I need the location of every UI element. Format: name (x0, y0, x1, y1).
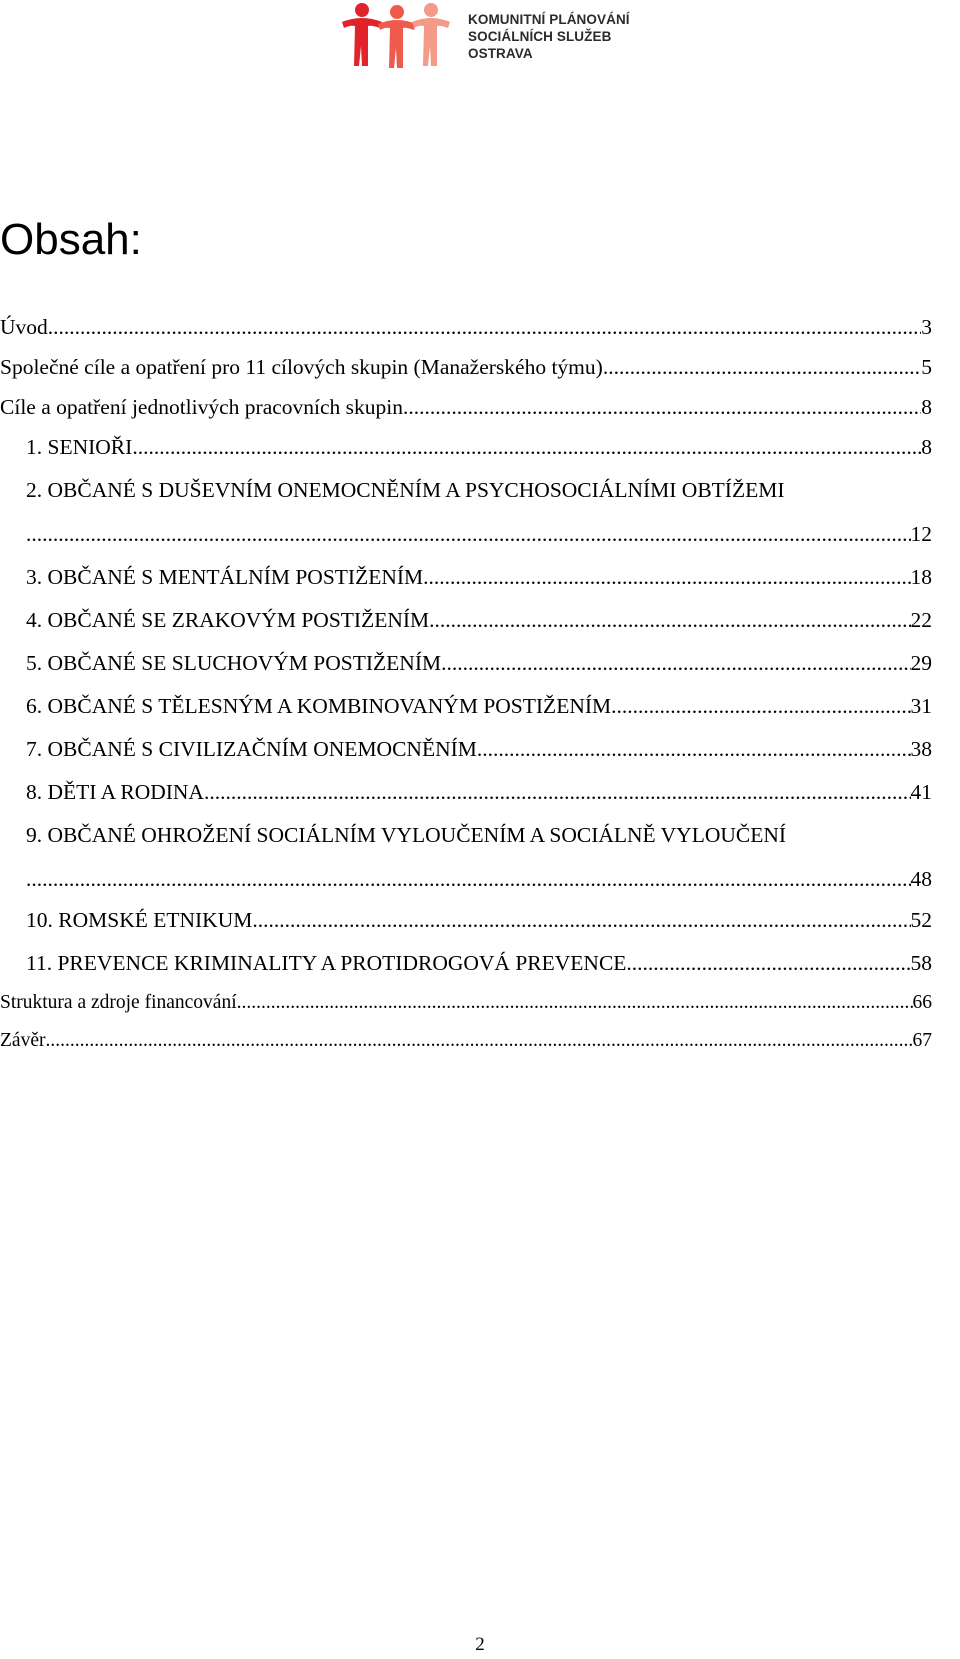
toc-label: 11. PREVENCE KRIMINALITY A PROTIDROGOVÁ PREVENCE (26, 951, 627, 975)
toc-label: 10. ROMSKÉ ETNIKUM (26, 908, 253, 932)
toc-leader (252, 903, 910, 937)
toc-leader (26, 517, 911, 551)
toc-page: 29 (910, 651, 932, 675)
toc-page: 12 (910, 522, 932, 546)
toc-leader (477, 732, 911, 766)
toc-leader (237, 986, 913, 1020)
toc-leader (441, 646, 910, 680)
toc-leader (423, 560, 910, 594)
toc-entry-seniors[interactable] (0, 430, 932, 464)
toc-entry-civilization-disease[interactable] (0, 732, 932, 766)
toc-page: 8 (921, 435, 932, 459)
toc-entry-hearing-disability[interactable] (0, 646, 932, 680)
toc-label: 6. OBČANÉ S TĚLESNÝM A KOMBINOVANÝM POSTIŽENÍM (26, 694, 612, 718)
toc-page: 41 (910, 780, 932, 804)
toc-page: 48 (910, 867, 932, 891)
toc-label: 8. DĚTI A RODINA (26, 780, 204, 804)
toc-label: 3. OBČANÉ S MENTÁLNÍM POSTIŽENÍM (26, 565, 424, 589)
toc-label: 1. SENIOŘI (26, 435, 133, 459)
people-figures-icon (340, 0, 455, 72)
toc-leader (603, 350, 921, 384)
toc-leader (429, 603, 910, 637)
toc-entry-crime-prevention[interactable] (0, 946, 932, 980)
toc-entry-roma[interactable] (0, 903, 932, 937)
toc-page: 3 (921, 315, 932, 339)
toc-page: 18 (910, 565, 932, 589)
toc-page: 8 (921, 395, 932, 419)
toc-page: 66 (912, 992, 932, 1013)
toc-page: 58 (910, 951, 932, 975)
toc-leader-row (26, 517, 932, 551)
toc-leader (204, 775, 911, 809)
toc-entry-physical-disability[interactable] (0, 689, 932, 723)
toc-label: Úvod (0, 315, 48, 339)
toc-entry-mental-disability[interactable] (0, 560, 932, 594)
toc-label: Cíle a opatření jednotlivých pracovních skupin (0, 395, 404, 419)
toc-label: Struktura a zdroje financování (0, 992, 237, 1013)
toc-label: 2. OBČANÉ S DUŠEVNÍM ONEMOCNĚNÍM A PSYCHOSOCIÁLNÍMI OBTÍŽEMI (26, 478, 785, 502)
toc-leader (26, 862, 911, 896)
toc-page: 31 (910, 694, 932, 718)
figure-1 (342, 3, 382, 66)
toc-label: 5. OBČANÉ SE SLUCHOVÝM POSTIŽENÍM (26, 651, 442, 675)
page-title: Obsah: (0, 215, 142, 264)
toc-entry-working-groups[interactable] (0, 390, 932, 424)
toc-leader (403, 390, 921, 424)
logo (340, 0, 660, 72)
logo-line-1: KOMUNITNÍ PLÁNOVÁNÍ (468, 12, 630, 27)
figure-2 (378, 5, 416, 68)
toc-entry-social-exclusion[interactable] (0, 818, 932, 904)
toc-label: 9. OBČANÉ OHROŽENÍ SOCIÁLNÍM VYLOUČENÍM A SOCIÁLNĚ VYLOUČENÍ (26, 823, 787, 847)
figure-3 (412, 3, 450, 66)
toc-leader (48, 310, 921, 344)
toc-leader-row (26, 862, 932, 896)
toc-entry-intro[interactable] (0, 310, 932, 344)
toc-page: 5 (921, 355, 932, 379)
toc-page: 22 (910, 608, 932, 632)
logo-line-3: OSTRAVA (468, 46, 533, 61)
toc-entry-conclusion[interactable] (0, 1024, 932, 1058)
toc-entry-financing[interactable] (0, 986, 932, 1020)
toc-entry-common-goals[interactable] (0, 350, 932, 384)
toc-entry-mental-illness[interactable] (0, 473, 932, 559)
toc-page: 67 (912, 1030, 932, 1051)
toc-label: Společné cíle a opatření pro 11 cílových skupin (Manažerského týmu) (0, 355, 603, 379)
logo-line-2: SOCIÁLNÍCH SLUŽEB (468, 29, 612, 44)
toc-entry-visual-disability[interactable] (0, 603, 932, 637)
logo-text (468, 11, 630, 62)
toc-label: 7. OBČANÉ S CIVILIZAČNÍM ONEMOCNĚNÍM (26, 737, 477, 761)
toc-page: 52 (910, 908, 932, 932)
toc-leader (626, 946, 910, 980)
page-number: 2 (475, 1634, 485, 1655)
toc-label: 4. OBČANÉ SE ZRAKOVÝM POSTIŽENÍM (26, 608, 430, 632)
toc-page: 38 (910, 737, 932, 761)
toc-label: Závěr (0, 1030, 46, 1051)
toc-leader (45, 1024, 912, 1058)
toc-leader (611, 689, 910, 723)
toc-leader (132, 430, 921, 464)
toc-entry-children-family[interactable] (0, 775, 932, 809)
